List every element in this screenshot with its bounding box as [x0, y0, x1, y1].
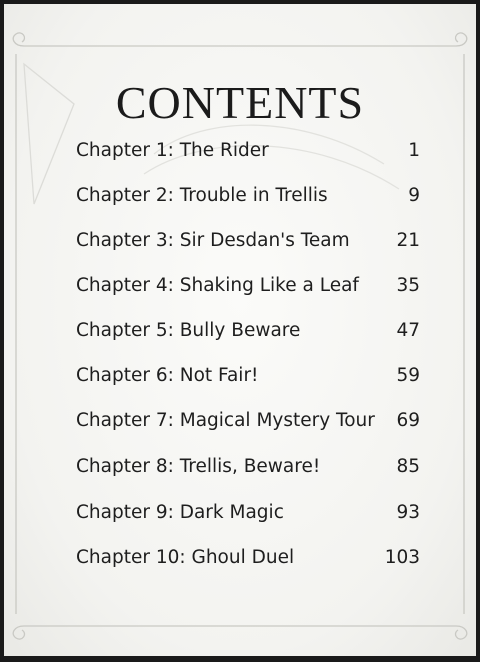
chapter-title: Chapter 6: Not Fair!	[76, 365, 259, 386]
page-number: 47	[396, 320, 420, 341]
toc-entry	[76, 320, 420, 350]
toc-entry	[76, 547, 420, 577]
page-number: 35	[396, 275, 420, 296]
chapter-title: Chapter 4: Shaking Like a Leaf	[76, 275, 359, 296]
book-page	[4, 4, 476, 656]
chapter-title: Chapter 3: Sir Desdan's Team	[76, 230, 350, 251]
chapter-title: Chapter 7: Magical Mystery Tour	[76, 410, 375, 431]
page-number: 59	[396, 365, 420, 386]
page-number: 9	[408, 185, 420, 206]
page-title: CONTENTS	[115, 77, 365, 128]
toc-entry	[76, 230, 420, 260]
page-number: 85	[396, 456, 420, 477]
page-number: 103	[384, 547, 420, 568]
chapter-title: Chapter 10: Ghoul Duel	[76, 547, 295, 568]
table-of-contents	[4, 4, 476, 656]
toc-entry	[76, 410, 420, 440]
page-number: 21	[396, 230, 420, 251]
toc-entry	[76, 365, 420, 395]
chapter-title: Chapter 8: Trellis, Beware!	[76, 456, 321, 477]
toc-entry	[76, 140, 420, 170]
toc-entry	[76, 456, 420, 486]
toc-entry	[76, 502, 420, 532]
chapter-title: Chapter 9: Dark Magic	[76, 502, 284, 523]
chapter-title: Chapter 1: The Rider	[76, 140, 269, 161]
page-number: 69	[396, 410, 420, 431]
chapter-title: Chapter 5: Bully Beware	[76, 320, 301, 341]
toc-entry	[76, 185, 420, 215]
chapter-title: Chapter 2: Trouble in Trellis	[76, 185, 328, 206]
page-number: 93	[396, 502, 420, 523]
page-number: 1	[408, 140, 420, 161]
toc-entry	[76, 275, 420, 305]
